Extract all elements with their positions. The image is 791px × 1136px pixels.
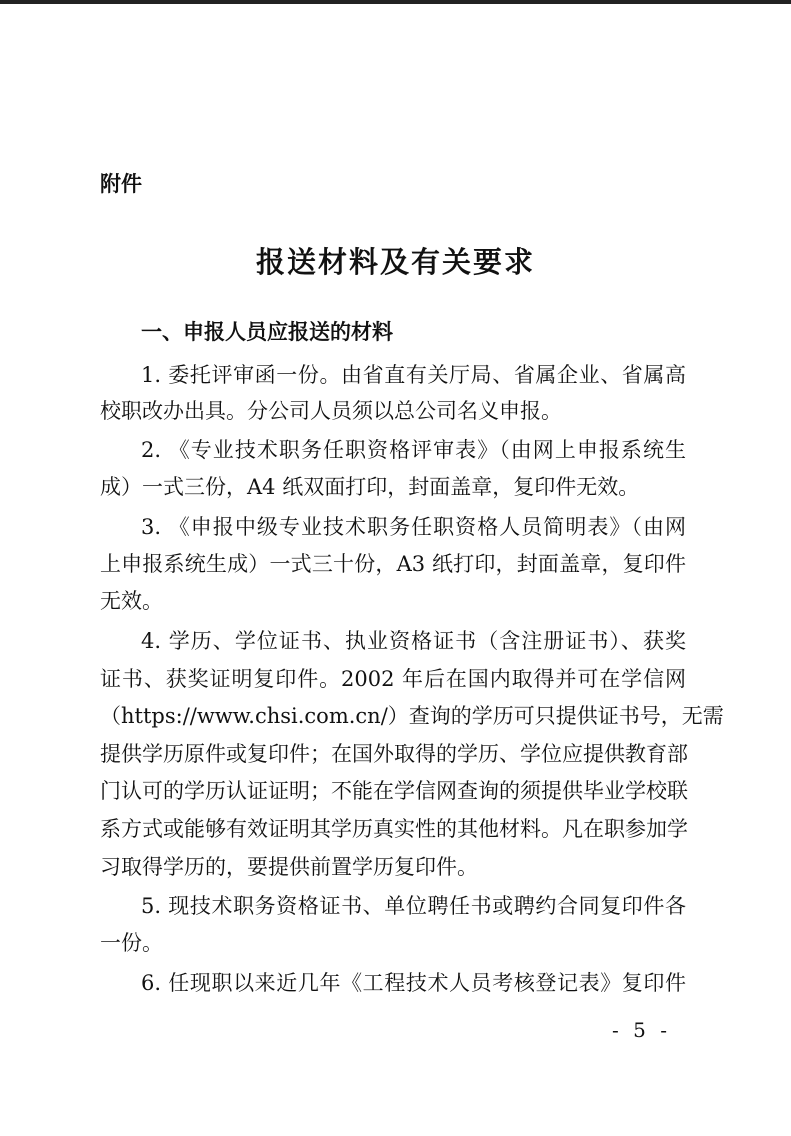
item-4-line-5: 门认可的学历认证证明；不能在学信网查询的须提供毕业学校联 <box>100 779 688 803</box>
item-5-line-2: 一份。 <box>100 931 163 955</box>
item-1-line-2: 校职改办出具。分公司人员须以总公司名义申报。 <box>100 399 562 423</box>
item-2-line-2: 成）一式三份，A4 纸双面打印，封面盖章，复印件无效。 <box>100 475 640 499</box>
item-3-line-3: 无效。 <box>100 589 163 613</box>
item-4-line-2: 证书、获奖证明复印件。2002 年后在国内取得并可在学信网 <box>100 667 686 691</box>
item-6-line-1: 6. 任现职以来近几年《工程技术人员考核登记表》复印件 <box>141 971 686 995</box>
page-number: - 5 - <box>612 1018 671 1042</box>
document-title: 报送材料及有关要求 <box>255 245 535 279</box>
scan-edge <box>0 0 791 4</box>
item-1-line-1: 1. 委托评审函一份。由省直有关厅局、省属企业、省属高 <box>141 363 686 387</box>
attachment-label: 附件 <box>100 172 142 196</box>
section-heading: 一、申报人员应报送的材料 <box>141 320 393 344</box>
item-3-line-1: 3. 《申报中级专业技术职务任职资格人员简明表》（由网 <box>141 515 686 539</box>
item-4-line-3: （https://www.chsi.com.cn/）查询的学历可只提供证书号，无需 <box>100 704 724 728</box>
item-4-line-7: 习取得学历的，要提供前置学历复印件。 <box>100 855 478 879</box>
item-3-line-2: 上申报系统生成）一式三十份，A3 纸打印，封面盖章，复印件 <box>100 552 686 576</box>
item-4-line-4: 提供学历原件或复印件；在国外取得的学历、学位应提供教育部 <box>100 742 688 766</box>
item-5-line-1: 5. 现技术职务资格证书、单位聘任书或聘约合同复印件各 <box>141 894 686 918</box>
item-2-line-1: 2. 《专业技术职务任职资格评审表》（由网上申报系统生 <box>141 438 686 462</box>
item-4-line-1: 4. 学历、学位证书、执业资格证书（含注册证书）、获奖 <box>141 629 686 653</box>
item-4-line-6: 系方式或能够有效证明其学历真实性的其他材料。凡在职参加学 <box>100 817 688 841</box>
